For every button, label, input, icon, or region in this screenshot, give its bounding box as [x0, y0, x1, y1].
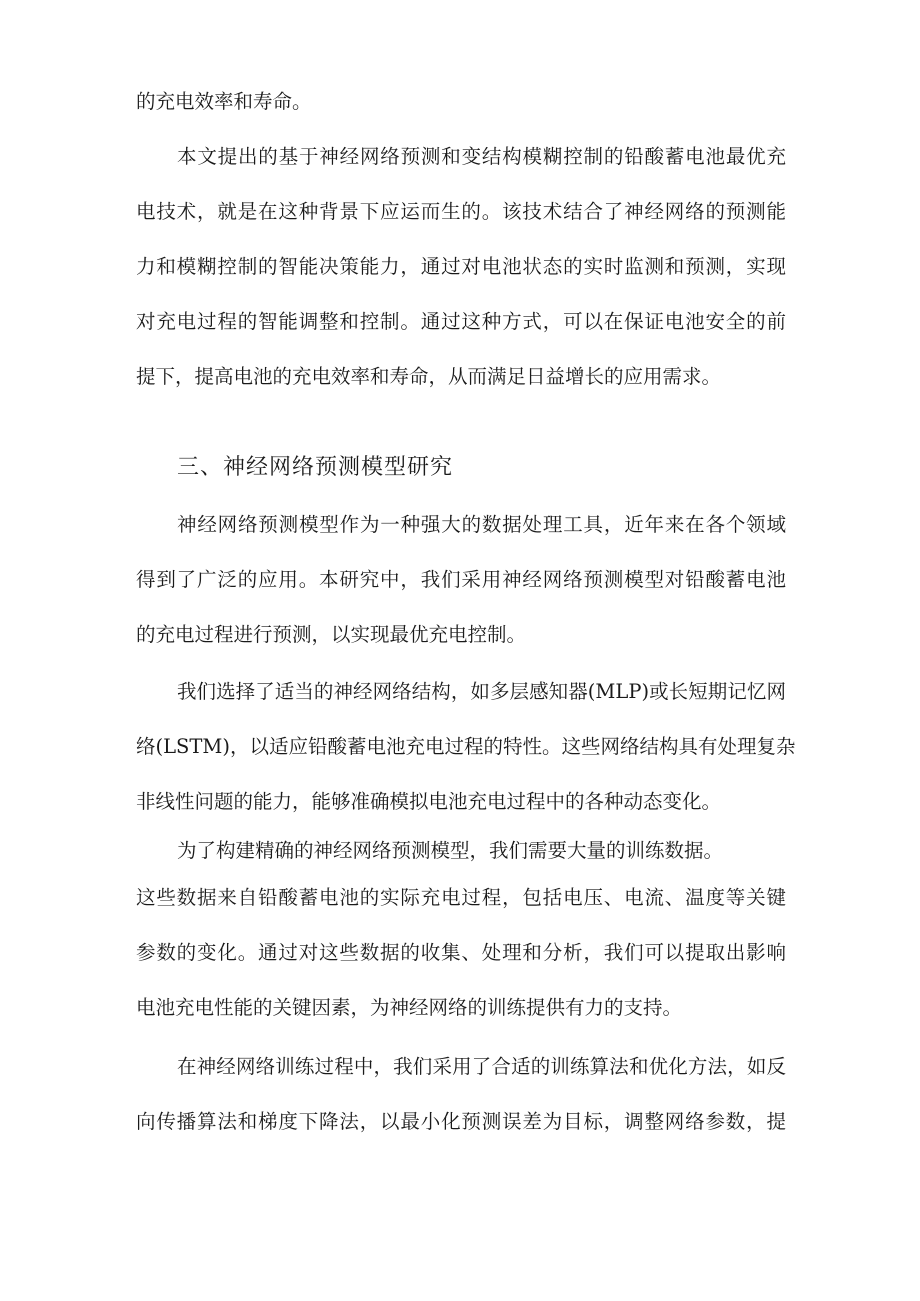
- paragraph-line: 络(LSTM)，以适应铅酸蓄电池充电过程的特性。这些网络结构具有处理复杂: [136, 735, 796, 758]
- paragraph-line: 为了构建精确的神经网络预测模型，我们需要大量的训练数据。: [177, 839, 724, 862]
- paragraph-line: 的充电效率和寿命。: [136, 90, 312, 113]
- paragraph-line: 得到了广泛的应用。本研究中，我们采用神经网络预测模型对铅酸蓄电池: [136, 568, 786, 591]
- paragraph-line: 本文提出的基于神经网络预测和变结构模糊控制的铅酸蓄电池最优充: [177, 145, 786, 168]
- paragraph-line: 电池充电性能的关键因素，为神经网络的训练提供有力的支持。: [136, 996, 683, 1019]
- section-heading: 三、神经网络预测模型研究: [177, 455, 454, 480]
- paragraph-line: 神经网络预测模型作为一种强大的数据处理工具，近年来在各个领域: [177, 513, 786, 536]
- paragraph-line: 对充电过程的智能调整和控制。通过这种方式，可以在保证电池安全的前: [136, 310, 786, 333]
- paragraph-line: 向传播算法和梯度下降法，以最小化预测误差为目标，调整网络参数，提: [136, 1110, 786, 1133]
- paragraph-line: 非线性问题的能力，能够准确模拟电池充电过程中的各种动态变化。: [136, 790, 722, 813]
- paragraph-line: 力和模糊控制的智能决策能力，通过对电池状态的实时监测和预测，实现: [136, 255, 786, 278]
- paragraph-line: 在神经网络训练过程中，我们采用了合适的训练算法和优化方法，如反: [177, 1055, 786, 1078]
- paragraph-line: 提下，提高电池的充电效率和寿命，从而满足日益增长的应用需求。: [136, 365, 722, 388]
- paragraph-line: 的充电过程进行预测，以实现最优充电控制。: [136, 623, 527, 646]
- paragraph-line: 电技术，就是在这种背景下应运而生的。该技术结合了神经网络的预测能: [136, 200, 786, 223]
- paragraph-line: 我们选择了适当的神经网络结构，如多层感知器(MLP)或长短期记忆网: [177, 680, 786, 703]
- paragraph-line: 参数的变化。通过对这些数据的收集、处理和分析，我们可以提取出影响: [136, 941, 786, 964]
- paragraph-line: 这些数据来自铅酸蓄电池的实际充电过程，包括电压、电流、温度等关键: [136, 886, 786, 909]
